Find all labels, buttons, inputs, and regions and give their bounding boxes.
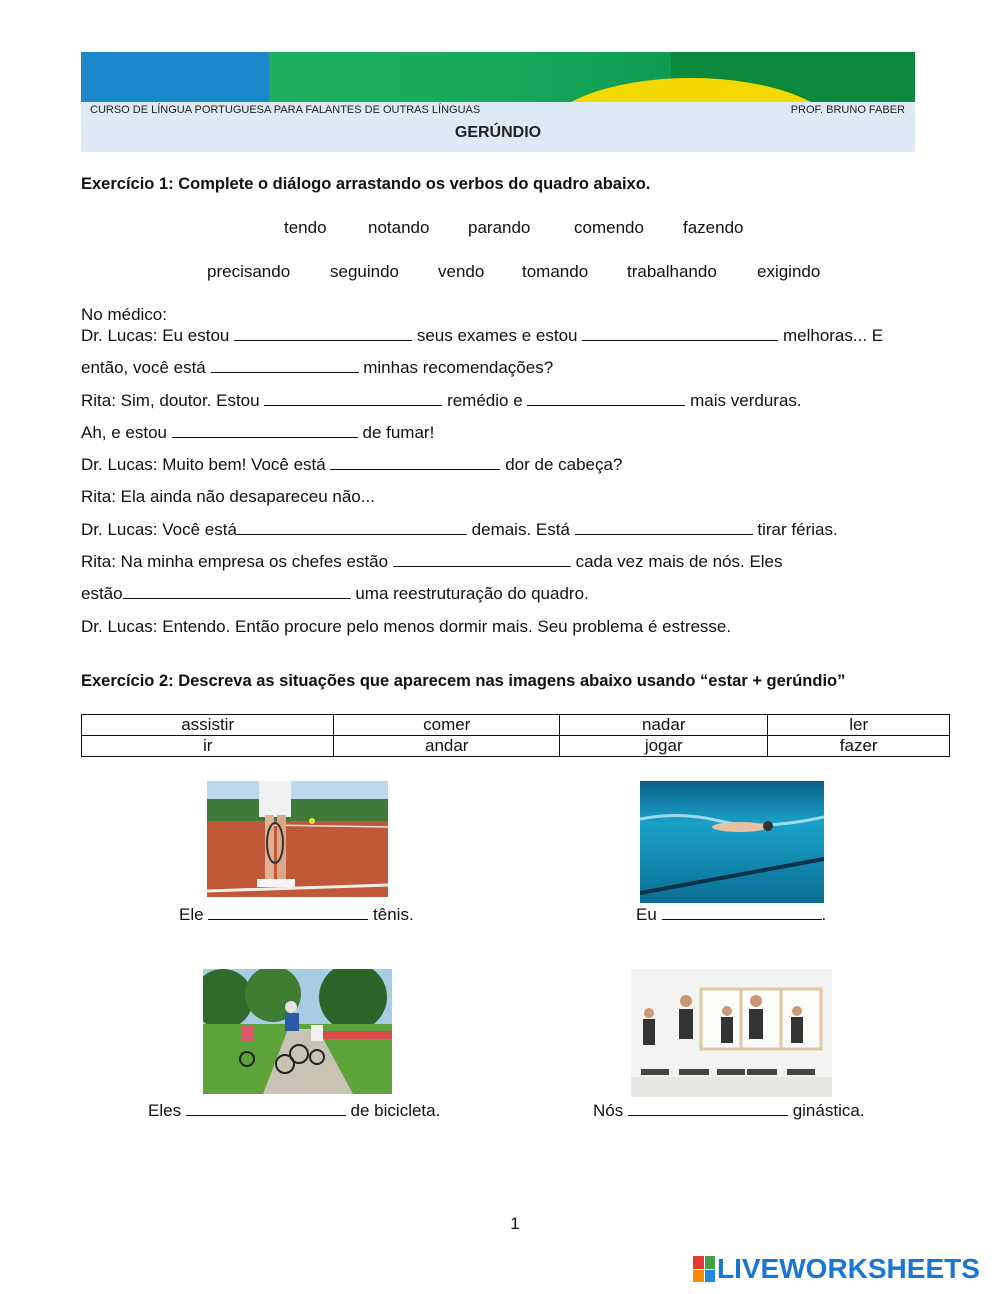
table-row (82, 715, 950, 736)
header-banner (81, 52, 915, 102)
word-chip[interactable]: trabalhando (627, 262, 717, 281)
blank-input[interactable] (208, 905, 368, 920)
word-chip[interactable]: comendo (574, 218, 644, 237)
caption-swimming: Eu . (636, 905, 827, 924)
blank-input[interactable] (393, 552, 571, 567)
blank-input[interactable] (234, 326, 412, 341)
verb-table (81, 714, 950, 757)
word-chip[interactable]: exigindo (757, 262, 821, 281)
verb-cell: fazer (768, 736, 950, 757)
verb-cell: nadar (560, 715, 768, 736)
dialogue-line-5: Dr. Lucas: Muito bem! Você está dor de cabeça? (81, 455, 623, 474)
gym-photo (631, 969, 832, 1097)
course-name: CURSO DE LÍNGUA PORTUGUESA PARA FALANTES DE OUTRAS LÍNGUAS (90, 104, 481, 116)
verb-cell: ir (82, 736, 334, 757)
logo-icon (693, 1256, 715, 1282)
dialogue-line-7: Dr. Lucas: Você está demais. Está tirar férias. (81, 520, 838, 539)
liveworksheets-logo (693, 1254, 980, 1284)
dialogue-intro: No médico: (81, 305, 167, 324)
caption-gym: Nós ginástica. (593, 1101, 865, 1120)
dialogue-line-8: Rita: Na minha empresa os chefes estão cada vez mais de nós. Eles (81, 552, 783, 571)
exercise2-heading: Exercício 2: Descreva as situações que aparecem nas imagens abaixo usando “estar + gerúndio” (81, 672, 846, 690)
caption-tennis: Ele tênis. (179, 905, 414, 924)
table-row (82, 736, 950, 757)
blank-input[interactable] (123, 584, 351, 599)
word-chip[interactable]: precisando (207, 262, 291, 281)
verb-cell: assistir (82, 715, 334, 736)
swimming-photo (640, 781, 824, 903)
page-number: 1 (510, 1214, 520, 1233)
blank-input[interactable] (582, 326, 778, 341)
word-chip[interactable]: parando (468, 218, 531, 237)
blank-input[interactable] (186, 1101, 346, 1116)
page-title: GERÚNDIO (454, 124, 542, 141)
word-chip[interactable]: seguindo (330, 262, 400, 281)
dialogue-line-4: Ah, e estou de fumar! (81, 423, 435, 442)
blank-input[interactable] (628, 1101, 788, 1116)
blank-input[interactable] (330, 455, 500, 470)
exercise1-heading: Exercício 1: Complete o diálogo arrastando os verbos do quadro abaixo. (81, 175, 651, 193)
dialogue-line-2: então, você está minhas recomendações? (81, 358, 554, 377)
word-chip[interactable]: tomando (522, 262, 589, 281)
caption-cycling: Eles de bicicleta. (148, 1101, 441, 1120)
word-chip[interactable]: fazendo (683, 218, 744, 237)
word-chip[interactable]: vendo (438, 262, 485, 281)
word-chip[interactable]: notando (368, 218, 430, 237)
blank-input[interactable] (211, 358, 359, 373)
verb-cell: jogar (560, 736, 768, 757)
dialogue-line-9: estão uma reestruturação do quadro. (81, 584, 589, 603)
cycling-photo (203, 969, 392, 1094)
professor-name: PROF. BRUNO FABER (790, 104, 905, 116)
dialogue-line-1: Dr. Lucas: Eu estou seus exames e estou melhoras... E (81, 326, 884, 345)
verb-cell: andar (334, 736, 560, 757)
tennis-photo (207, 781, 388, 897)
dialogue-line-10: Dr. Lucas: Entendo. Então procure pelo menos dormir mais. Seu problema é estresse. (81, 617, 732, 636)
dialogue-line-3: Rita: Sim, doutor. Estou remédio e mais verduras. (81, 391, 802, 410)
word-chip[interactable]: tendo (284, 218, 327, 237)
dialogue-line-6: Rita: Ela ainda não desapareceu não... (81, 487, 375, 506)
verb-cell: comer (334, 715, 560, 736)
blank-input[interactable] (237, 520, 467, 535)
blank-input[interactable] (527, 391, 685, 406)
blank-input[interactable] (264, 391, 442, 406)
blank-input[interactable] (172, 423, 358, 438)
blank-input[interactable] (575, 520, 753, 535)
blank-input[interactable] (662, 905, 822, 920)
logo-text: LIVEWORKSHEETS (717, 1253, 980, 1284)
verb-cell: ler (768, 715, 950, 736)
